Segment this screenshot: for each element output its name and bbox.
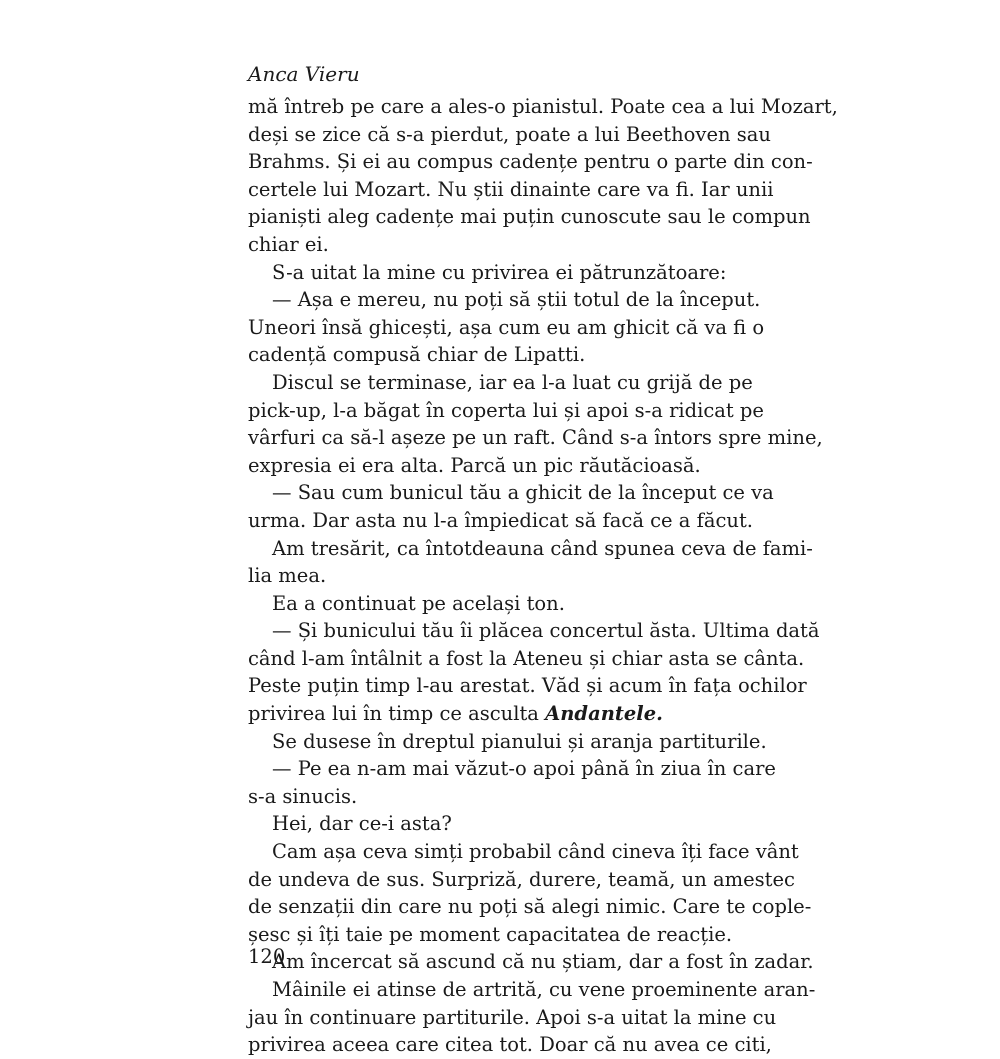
text-line: — Așa e mereu, nu poți să știi totul de la început.	[272, 288, 761, 312]
text-line: certele lui Mozart. Nu știi dinainte care va fi. Iar unii	[248, 177, 774, 201]
text-line: Cam așa ceva simți probabil când cineva îți face vânt	[272, 840, 799, 864]
running-header-author: Anca Vieru	[248, 62, 360, 86]
text-line: urma. Dar asta nu l-a împiedicat să facă ce a făcut.	[248, 508, 753, 532]
text-line: Mâinile ei atinse de artrită, cu vene proeminente aran-	[272, 978, 816, 1001]
text-line: Am încercat să ascund că nu știam, dar a fost în zadar.	[272, 950, 814, 974]
text-line: Hei, dar ce-i asta?	[272, 812, 452, 836]
text-line: lia mea.	[248, 564, 327, 588]
text-line: — Pe ea n-am mai văzut-o apoi până în ziua în care	[272, 757, 776, 781]
text-line: mă întreb pe care a ales-o pianistul. Poate cea a lui Mozart,	[248, 95, 838, 118]
text-line: Peste puțin timp l-au arestat. Văd și acum în fața ochilor	[248, 674, 807, 698]
text-line: Discul se terminase, iar ea l-a luat cu grijă de pe	[272, 370, 753, 394]
text-line: de undeva de sus. Surpriză, durere, teamă, un amestec	[248, 867, 795, 891]
text-line: Am tresărit, ca întotdeauna când spunea ceva de fami-	[272, 536, 813, 560]
text-line: pick-up, l-a băgat în coperta lui și apoi s-a ridicat pe	[248, 398, 764, 422]
text-line: — Și bunicului tău îi plăcea concertul ăsta. Ultima dată	[272, 619, 820, 643]
text-line: de senzații din care nu poți să alegi nimic. Care te cople-	[248, 895, 812, 919]
body-text	[248, 93, 838, 1059]
italic-title-andantele: Andantele.	[545, 702, 663, 726]
text-line: cadență compusă chiar de Lipatti.	[248, 343, 586, 367]
text-line: vârfuri ca să-l așeze pe un raft. Când s-a întors spre mine,	[248, 426, 823, 450]
text-line	[248, 700, 752, 728]
text-line: S-a uitat la mine cu privirea ei pătrunzătoare:	[272, 260, 727, 284]
text-line: privirea aceea care citea tot. Doar că nu avea ce citi,	[248, 1033, 772, 1057]
text-line: — Sau cum bunicul tău a ghicit de la început ce va	[272, 481, 774, 505]
text-line: s-a sinucis.	[248, 784, 358, 808]
text-line: pianiști aleg cadențe mai puțin cunoscute sau le compun	[248, 205, 811, 229]
text-line: chiar ei.	[248, 232, 329, 256]
text-line: Se dusese în dreptul pianului și aranja partiturile.	[272, 729, 767, 753]
text-line-part: privirea lui în timp ce asculta	[248, 702, 539, 726]
page-number: 120	[248, 945, 286, 968]
text-line: șesc și îți taie pe moment capacitatea de reacție.	[248, 922, 733, 946]
text-line: când l-am întâlnit a fost la Ateneu și chiar asta se cânta.	[248, 646, 805, 670]
text-line: jau în continuare partiturile. Apoi s-a uitat la mine cu	[248, 1005, 777, 1029]
text-line: Brahms. Și ei au compus cadențe pentru o parte din con-	[248, 150, 813, 174]
text-line: Ea a continuat pe același ton.	[272, 591, 565, 615]
text-line: deși se zice că s-a pierdut, poate a lui Beethoven sau	[248, 122, 771, 146]
text-line: expresia ei era alta. Parcă un pic răutăcioasă.	[248, 453, 701, 477]
text-line: Uneori însă ghicești, așa cum eu am ghicit că va fi o	[248, 315, 765, 339]
